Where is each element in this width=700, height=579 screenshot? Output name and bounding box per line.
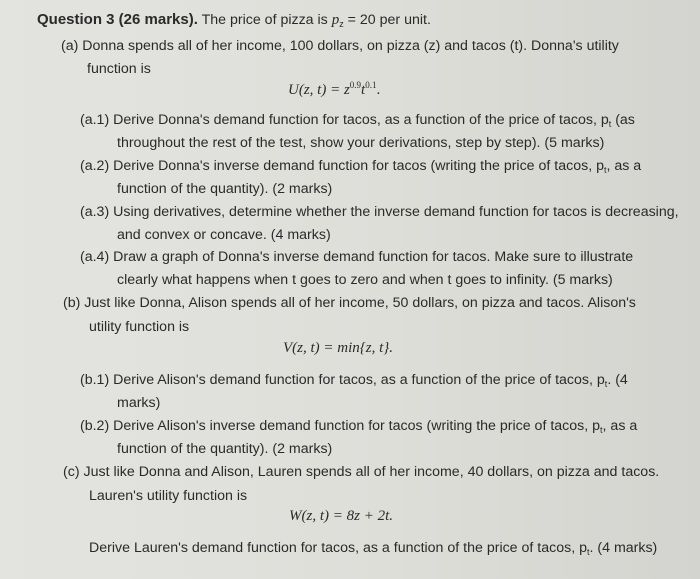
question-heading: Question 3 (26 marks). bbox=[37, 11, 198, 28]
part-a-line2: function is bbox=[87, 61, 151, 77]
part-c-line3 bbox=[89, 539, 657, 561]
part-c-text3-end: . (4 marks) bbox=[589, 540, 658, 556]
b1-line2: marks) bbox=[117, 395, 161, 411]
part-a-text1: Donna spends all of her income, 100 dollars, on pizza (z) and tacos (t). Donna's utility bbox=[82, 38, 619, 54]
formula-u-lhs: U(z, t) = z bbox=[288, 82, 350, 98]
a3-line2: and convex or concave. (4 marks) bbox=[117, 227, 331, 243]
b1-text1-end: . (4 bbox=[607, 372, 628, 388]
formula-u-mid: t bbox=[361, 82, 366, 98]
a2-sub: t bbox=[603, 165, 607, 175]
formula-w: W(z, t) = 8z + 2t. bbox=[289, 508, 393, 524]
a2-label: (a.2) bbox=[80, 158, 110, 174]
a1-sub: t bbox=[608, 119, 612, 129]
a1-line2: throughout the rest of the test, show your derivations, step by step). (5 marks) bbox=[117, 135, 605, 151]
part-c-text3: Derive Lauren's demand function for tacos, as a function of the price of tacos, p bbox=[89, 540, 587, 556]
part-c-text1: Just like Donna and Alison, Lauren spends all of her income, 40 dollars, on pizza and tacos. bbox=[83, 464, 660, 480]
a1-label: (a.1) bbox=[80, 112, 110, 128]
b1-text1: Derive Alison's demand function for tacos, as a function of the price of tacos, p bbox=[113, 372, 605, 388]
formula-u-end: . bbox=[376, 82, 381, 98]
part-a-label: (a) bbox=[61, 38, 79, 54]
lauren-utility-formula bbox=[289, 508, 393, 525]
a4-text1: Draw a graph of Donna's inverse demand function for tacos. Make sure to illustrate bbox=[113, 249, 634, 265]
question-intro-end: = 20 per unit. bbox=[347, 12, 431, 28]
question-heading-line bbox=[37, 11, 431, 33]
a1-text1-end: (as bbox=[611, 112, 635, 128]
a3-text1: Using derivatives, determine whether the inverse demand function for tacos is decreasing, bbox=[113, 204, 679, 220]
part-a-line1 bbox=[61, 37, 619, 55]
formula-u-exp1: 0.9 bbox=[349, 80, 362, 90]
b2-text1: Derive Alison's inverse demand function for tacos (writing the price of tacos, p bbox=[113, 418, 601, 434]
part-b-line1 bbox=[63, 294, 636, 312]
part-b-label: (b) bbox=[63, 295, 81, 311]
b1-label: (b.1) bbox=[80, 372, 110, 388]
b2-sub: t bbox=[600, 425, 603, 435]
b2-label: (b.2) bbox=[80, 418, 110, 434]
formula-u-exp2: 0.1 bbox=[365, 80, 377, 90]
price-symbol: p bbox=[331, 12, 340, 28]
a2-text1-end: , as a bbox=[606, 158, 642, 174]
b2-line1 bbox=[80, 417, 637, 439]
alison-utility-formula bbox=[283, 340, 393, 357]
a2-line1 bbox=[80, 157, 641, 179]
donna-utility-formula bbox=[288, 80, 380, 99]
b2-text1-end: , as a bbox=[602, 418, 638, 434]
part-c-line2: Lauren's utility function is bbox=[89, 488, 248, 504]
part-c-label: (c) bbox=[63, 464, 80, 480]
a4-line2: clearly what happens when t goes to zero and when t goes to infinity. (5 marks) bbox=[117, 272, 613, 288]
part-c-line1 bbox=[63, 463, 659, 481]
a4-line1 bbox=[80, 248, 633, 266]
a1-line1 bbox=[80, 111, 635, 133]
a2-text1: Derive Donna's inverse demand function for tacos (writing the price of tacos, p bbox=[113, 158, 604, 174]
a3-label: (a.3) bbox=[80, 204, 110, 220]
b2-line2: function of the quantity). (2 marks) bbox=[117, 441, 333, 457]
a1-text1: Derive Donna's demand function for tacos, as a function of the price of tacos, p bbox=[113, 112, 609, 128]
c-sub: t bbox=[586, 547, 590, 557]
price-subscript: z bbox=[339, 19, 344, 29]
a4-label: (a.4) bbox=[80, 249, 110, 265]
b1-sub: t bbox=[604, 379, 608, 389]
a3-line1 bbox=[80, 203, 679, 221]
b1-line1 bbox=[80, 371, 628, 393]
a2-line2: function of the quantity). (2 marks) bbox=[117, 181, 333, 197]
question-intro: The price of pizza is bbox=[201, 12, 328, 28]
part-b-text1: Just like Donna, Alison spends all of her income, 50 dollars, on pizza and tacos. Alison's bbox=[84, 295, 636, 311]
formula-v: V(z, t) = min{z, t}. bbox=[283, 340, 394, 356]
part-b-line2: utility function is bbox=[89, 319, 190, 335]
